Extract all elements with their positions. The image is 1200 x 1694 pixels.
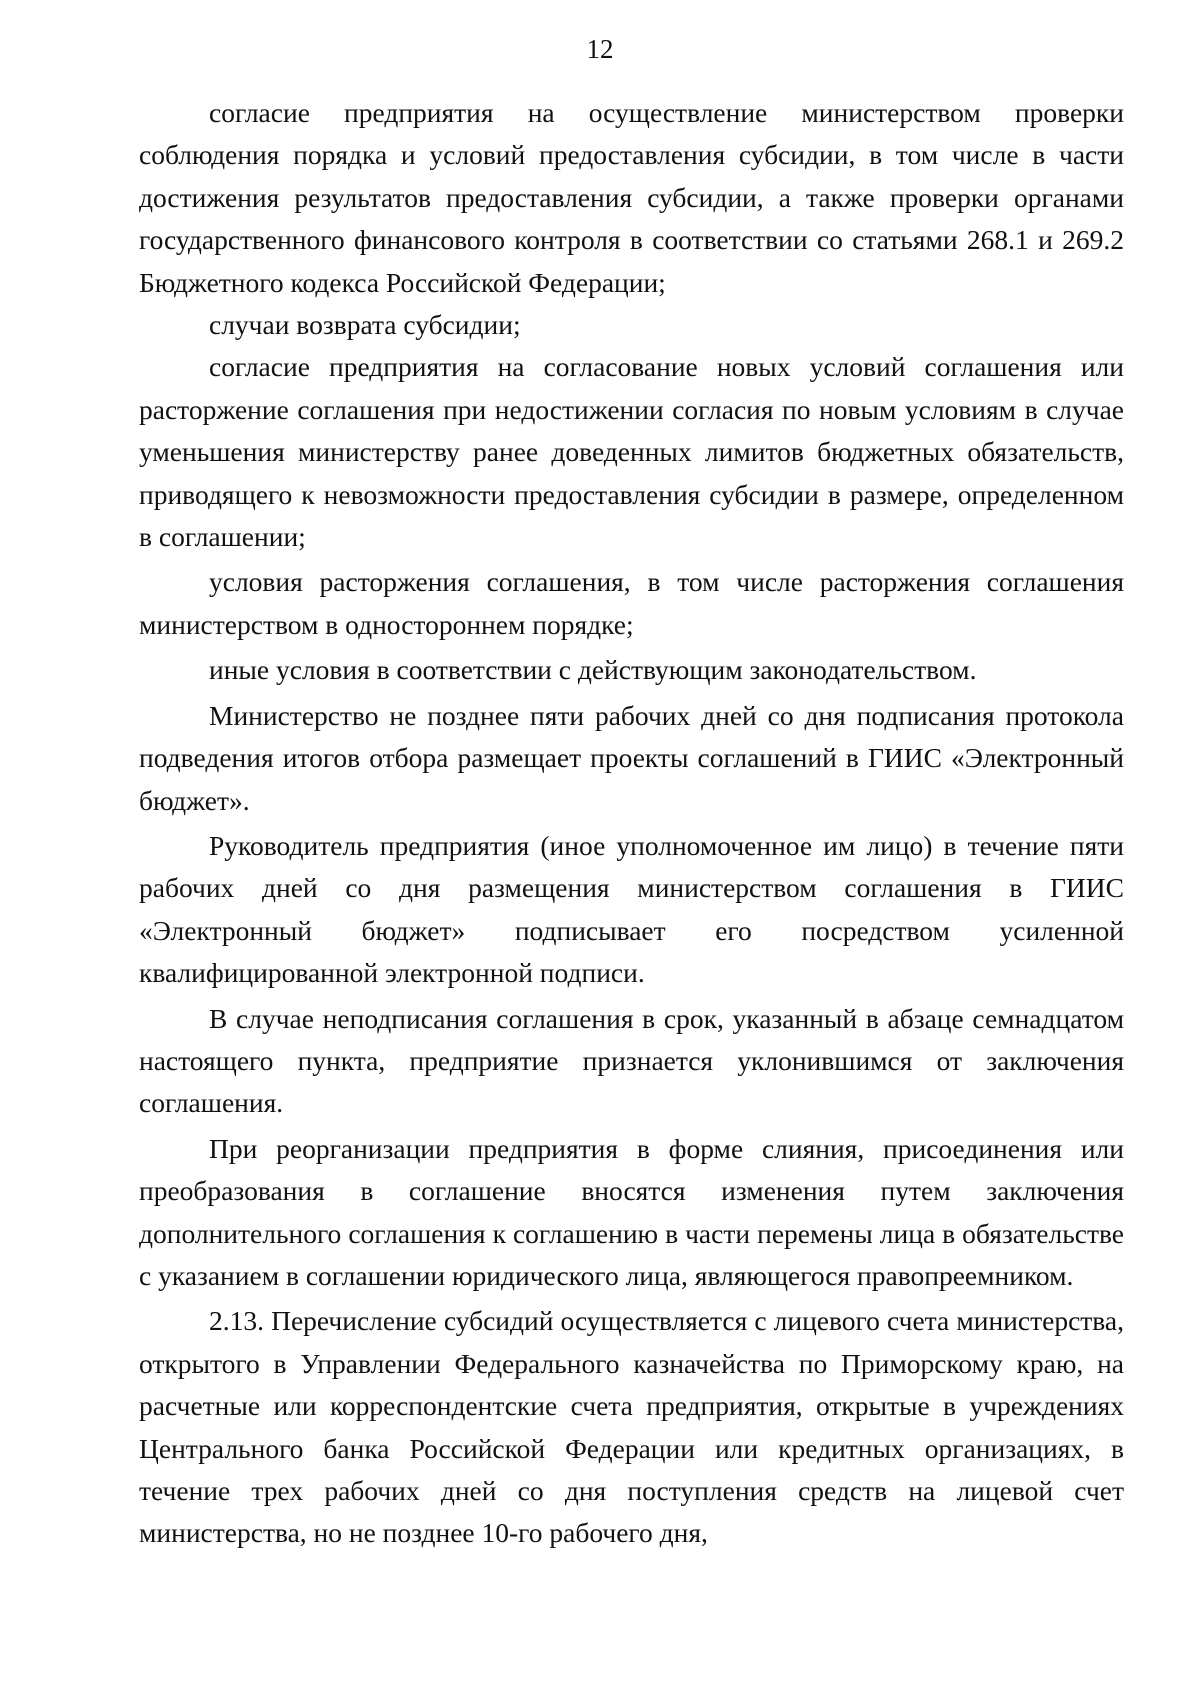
paragraph-termination-terms: условия расторжения соглашения, в том числе расторжения соглашения министерством в одностороннем порядке; (139, 566, 1124, 640)
document-body (139, 92, 1124, 1555)
paragraph-non-signing: В случае неподписания соглашения в срок, указанный в абзаце семнадцатом настоящего пункта, предприятие признается уклонившимся от заключения соглашения. (139, 1002, 1124, 1119)
paragraph-head-signs: Руководитель предприятия (иное уполномоченное им лицо) в течение пяти рабочих дней со дня размещения министерством соглашения в ГИИС «Электронный бюджет» подписывает его посредством усиленной квалифицированной электронной подписи. (139, 829, 1124, 989)
paragraph-ministry-deadline: Министерство не позднее пяти рабочих дней со дня подписания протокола подведения итогов отбора размещает проекты соглашений в ГИИС «Электронный бюджет». (139, 699, 1124, 816)
paragraph-reorganization: При реорганизации предприятия в форме слияния, присоединения или преобразования в соглашение вносятся изменения путем заключения дополнительного соглашения к соглашению в части перемены лица в обязательстве с указанием в соглашении юридического лица, являющегося правопреемником. (139, 1132, 1124, 1291)
paragraph-consent-inspection: согласие предприятия на осуществление министерством проверки соблюдения порядка и условий предоставления субсидии, в том числе в части достижения результатов предоставления субсидии, а также проверки органами государственного финансового контроля в соответствии со статьями 268.1 и 269.2 Бюджетного кодекса Российской Федерации; (139, 97, 1124, 298)
paragraph-2-13-transfer: 2.13. Перечисление субсидий осуществляется с лицевого счета министерства, открытого в Управлении Федерального казначейства по Приморскому краю, на расчетные или корреспондентские счета предприятия, открытые в учреждениях Центрального банка Российской Федерации или кредитных организациях, в течение трех рабочих дней со дня поступления средств на лицевой счет министерства, но не позднее 10-го рабочего дня, (139, 1305, 1124, 1549)
paragraph-refund-cases: случаи возврата субсидии; (209, 309, 521, 341)
paragraph-other-terms: иные условия в соответствии с действующим законодательством. (209, 654, 977, 686)
page-number: 12 (586, 34, 614, 64)
paragraph-consent-new-terms: согласие предприятия на согласование новых условий соглашения или расторжение соглашения при недостижении согласия по новым условиям в случае уменьшения министерству ранее доведенных лимитов бюджетных обязательств, приводящего к невозможности предоставления субсидии в размере, определенном в соглашении; (139, 351, 1124, 553)
